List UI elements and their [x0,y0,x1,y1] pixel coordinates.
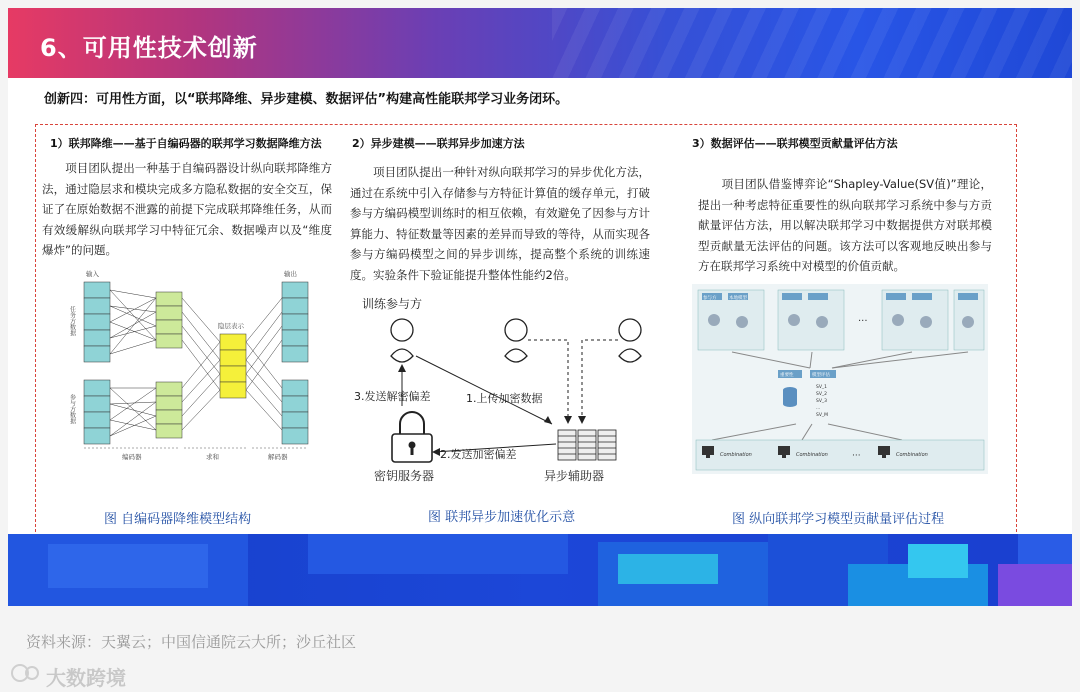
fig3-ellipsis-bottom: ··· [852,451,861,461]
section-body-data-evaluation: 项目团队借鉴博弈论“Shapley-Value(SV值)”理论，提出一种考虑特征重要性的纵向联邦学习系统中参与方贡献量评估方法，用以解决联邦学习中数据提供方对联邦模型贡献量无法评估的问题。该方法可以客观地反映出参与方在联邦学习系统中对模型的价值贡献。 [698,177,992,273]
async-acceleration-diagram [344,294,662,484]
fig3-combination-labels [720,452,928,458]
fig2-participants-label: 训练参与方 [362,297,423,311]
combination-label-1: Combination [720,452,752,458]
lock-icon [392,412,432,462]
database-icon [783,387,797,407]
caption-autoencoder: 图 自编码器降维模型结构 [104,512,252,527]
fig1-party-a-label: 任务方数据 [68,306,76,336]
fig3-sv-rows [816,384,828,418]
fig2-step2-label: 2.发送加密偏差 [440,448,517,461]
caption-evaluation: 图 纵向联邦学习模型贡献量评估过程 [732,512,945,527]
encoder-nodes [156,292,182,438]
section-heading-data-evaluation: 3）数据评估——联邦模型贡献量评估方法 [692,137,898,150]
sv-row-4: ... [816,406,821,411]
caption-async: 图 联邦异步加速优化示意 [428,510,576,525]
fig1-sum-label: 求和 [206,453,219,461]
watermark-text: 大数跨境 [46,666,126,690]
autoencoder-diagram [68,262,340,462]
section-heading-async-modeling: 2）异步建模——联邦异步加速方法 [352,137,525,150]
participant-1-icon [391,319,413,362]
slide [8,8,1072,606]
fig1-encoder-label: 编码器 [122,453,142,461]
fig3-weight-label: 重要性 [780,373,794,378]
input-nodes-a [84,282,110,362]
section-body-dimension-reduction: 项目团队提出一种基于自编码器设计纵向联邦降维方法，通过隐层求和模块完成多方隐私数据的安全交互，保证了在原始数据不泄露的前提下完成联邦降维任务，从而有效缓解纵向联邦学习中特征冗余、数据噪声以及“维度爆炸”的问题。 [42,161,332,257]
page-title: 6、可用性技术创新 [40,34,258,62]
sv-row-5: SV_M [816,413,829,418]
fig3-party-tag-label: 参与方 [703,296,717,301]
title-bar [8,8,1072,78]
slide-subtitle: 创新四：可用性方面，以“联邦降维、异步建模、数据评估”构建高性能联邦学习业务闭环。 [44,92,569,107]
fig1-hidden-label: 隐层表示 [218,322,244,330]
sv-row-1: SV_1 [816,385,828,390]
fig3-sv-head-label: 模型评估 [812,373,830,378]
fig3-ellipsis-top: ··· [858,316,868,327]
fig2-dashed-links [528,340,618,422]
combination-label-3: Combination [896,452,928,458]
bottom-decorative-band [8,534,1072,606]
fig2-helper-label: 异步辅助器 [544,469,605,483]
fig1-input-label: 输入 [86,270,99,278]
fig1-output-label: 输出 [284,270,297,278]
fig1-decoder-label: 解码器 [268,453,288,461]
input-nodes-b [84,380,110,444]
sv-row-3: SV_3 [816,399,828,404]
output-nodes [282,282,308,444]
participant-2-icon [505,319,527,362]
section-heading-dimension-reduction: 1）联邦降维——基于自编码器的联邦学习数据降维方法 [50,137,322,150]
contribution-evaluation-diagram [692,284,988,474]
title-bar-pattern [552,8,1072,78]
server-rack-icon [558,430,616,460]
fig2-step3-label: 3.发送解密偏差 [354,390,431,403]
fig1-party-b-label: 参与方数据 [68,394,76,424]
section-body-async-modeling: 项目团队提出一种针对纵向联邦学习的异步优化方法，通过在系统中引入存储参与方特征计算值的缓存单元，打破参与方编码模型训练时的相互依赖，有效避免了因参与方计算能力、特征数量等因素的差异而导致的等待，从而实现各参与方编码模型之间的异步训练，提高整个系统的训练速度。实验条件下验证能提升整体性能约2倍。 [350,165,650,282]
combination-label-2: Combination [796,452,828,458]
watermark-logo-icon [10,660,46,686]
fig2-step1-label: 1.上传加密数据 [466,392,543,405]
fig3-model-tag-label: 本地模型 [729,296,747,301]
participant-3-icon [619,319,641,362]
hidden-nodes [220,334,246,398]
sv-row-2: SV_2 [816,392,828,397]
encoder-connections [110,290,308,436]
fig2-key-server-label: 密钥服务器 [374,469,435,483]
source-note: 资料来源：天翼云；中国信通院云大所；沙丘社区 [26,633,357,651]
